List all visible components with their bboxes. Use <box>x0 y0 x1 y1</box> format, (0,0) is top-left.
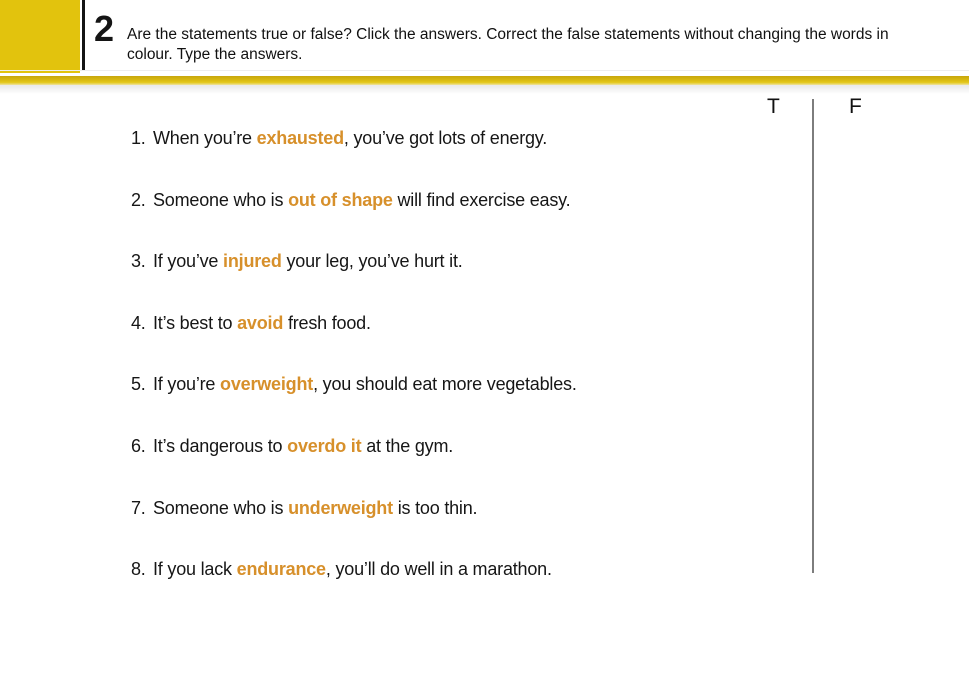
statement-keyword: overweight <box>220 374 314 395</box>
statement-number: 8. <box>131 559 146 580</box>
header-hairline <box>0 70 969 71</box>
statement-text-post: will find exercise easy. <box>392 189 571 210</box>
statement-number: 7. <box>131 497 146 518</box>
statement-row <box>131 434 969 460</box>
statement-keyword: avoid <box>237 312 284 333</box>
statement-text-post: at the gym. <box>361 436 454 456</box>
statement-number: 4. <box>131 312 146 333</box>
statement-keyword: underweight <box>288 497 393 518</box>
false-answer-zone[interactable] <box>838 186 872 212</box>
statement-row <box>131 126 969 152</box>
true-answer-zone[interactable] <box>757 494 791 520</box>
statement-text-post: your leg, you’ve hurt it. <box>281 251 463 272</box>
statement-row <box>131 557 969 583</box>
statement-text <box>153 498 477 518</box>
gold-divider-bar <box>0 76 969 85</box>
statement-text-post: is too thin. <box>392 497 478 518</box>
statement-text-post: , you should eat more vegetables. <box>313 374 577 395</box>
true-column-header: T <box>767 95 780 118</box>
false-answer-zone[interactable] <box>838 432 872 458</box>
false-answer-zone[interactable] <box>838 555 872 581</box>
true-answer-zone[interactable] <box>757 247 791 273</box>
statement-row <box>131 188 969 214</box>
statement-text <box>153 190 570 210</box>
statement-row <box>131 311 969 337</box>
true-answer-zone[interactable] <box>757 555 791 581</box>
statement-text-pre: When you’re <box>153 128 257 148</box>
statement-number: 5. <box>131 374 146 395</box>
statement-text <box>153 436 453 456</box>
true-answer-zone[interactable] <box>757 370 791 396</box>
false-answer-zone[interactable] <box>838 247 872 273</box>
gold-bar-shadow <box>0 85 969 94</box>
statement-text-post: fresh food. <box>283 312 371 333</box>
statement-text-post: , you’ll do well in a marathon. <box>325 559 552 580</box>
statement-text-pre: If you lack <box>153 559 237 580</box>
statement-text <box>153 128 547 148</box>
statement-keyword: out of shape <box>288 189 393 210</box>
false-answer-zone[interactable] <box>838 124 872 150</box>
exercise-instructions: Are the statements true or false? Click the answers. Correct the false statements without changing the words in colour. Type the answers. <box>127 26 889 63</box>
gold-corner-block <box>0 0 80 73</box>
statement-number: 6. <box>131 436 146 456</box>
false-column-header: F <box>849 95 862 118</box>
statement-row <box>131 372 969 398</box>
statement-text-pre: Someone who is <box>153 189 289 210</box>
statement-text <box>153 374 577 394</box>
true-answer-zone[interactable] <box>757 124 791 150</box>
false-answer-zone[interactable] <box>838 370 872 396</box>
exercise-number: 2 <box>94 8 115 49</box>
statement-number: 1. <box>131 128 146 148</box>
true-answer-zone[interactable] <box>757 186 791 212</box>
statement-text <box>153 313 371 333</box>
statement-text-pre: Someone who is <box>153 497 289 518</box>
header-vertical-rule <box>82 0 85 71</box>
true-answer-zone[interactable] <box>757 309 791 335</box>
statement-row <box>131 249 969 275</box>
statement-text <box>153 251 463 271</box>
statement-keyword: overdo it <box>287 436 362 456</box>
statement-text-pre: It’s best to <box>153 312 238 333</box>
statement-number: 3. <box>131 251 146 272</box>
statement-text <box>153 559 552 579</box>
statement-row <box>131 496 969 522</box>
false-answer-zone[interactable] <box>838 494 872 520</box>
statement-keyword: endurance <box>236 559 326 580</box>
statement-text-post: , you’ve got lots of energy. <box>343 128 548 148</box>
statement-text-pre: It’s dangerous to <box>153 436 288 456</box>
statement-text-pre: If you’ve <box>153 251 224 272</box>
statement-keyword: exhausted <box>256 128 344 148</box>
statement-number: 2. <box>131 189 146 210</box>
true-answer-zone[interactable] <box>757 432 791 458</box>
false-answer-zone[interactable] <box>838 309 872 335</box>
statement-text-pre: If you’re <box>153 374 221 395</box>
statement-keyword: injured <box>223 251 282 272</box>
